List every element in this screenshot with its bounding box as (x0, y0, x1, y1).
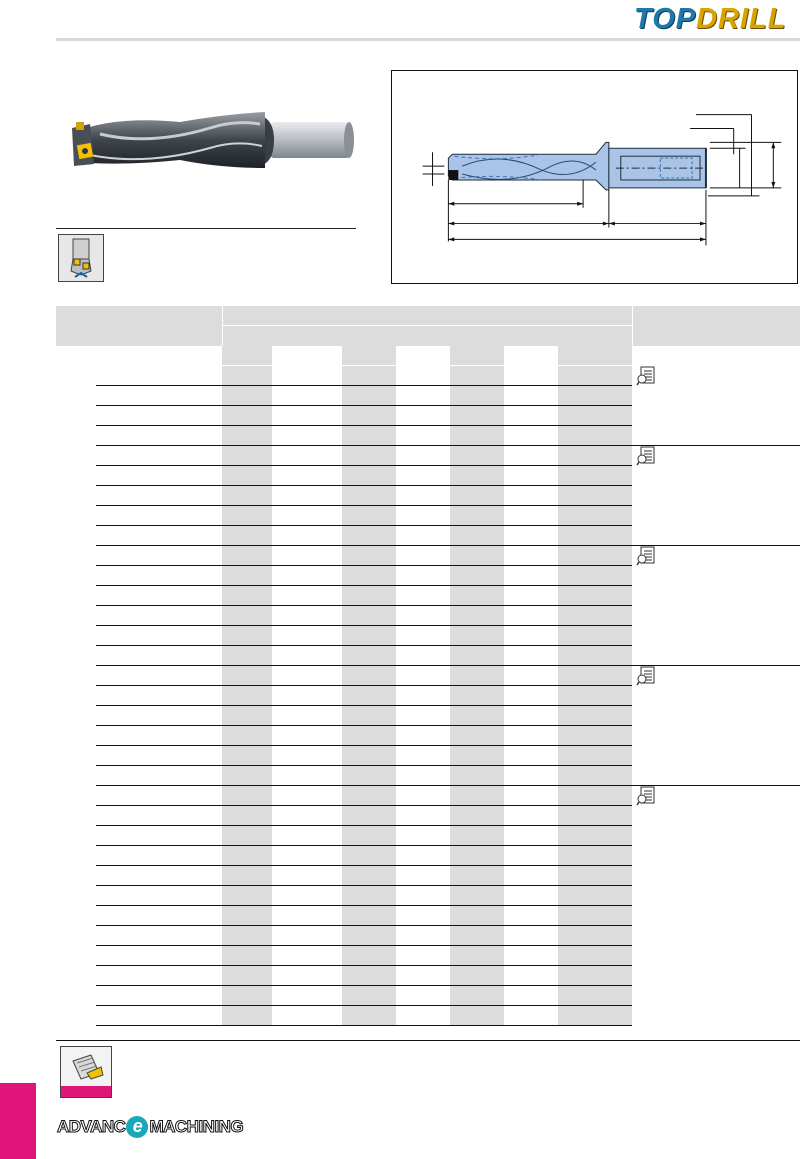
table-row (56, 606, 800, 626)
table-row (56, 426, 800, 446)
table-cell (222, 666, 272, 685)
table-cell (558, 426, 632, 445)
table-cell (222, 906, 272, 925)
table-cell (222, 426, 272, 445)
table-cell (558, 1006, 632, 1025)
table-cell (450, 646, 504, 665)
table-cell (342, 506, 396, 525)
table-row (56, 906, 800, 926)
technical-drawing (391, 70, 798, 284)
table-cell (222, 746, 272, 765)
table-cell (222, 566, 272, 585)
table-cell (558, 966, 632, 985)
table-cell (558, 946, 632, 965)
table-cell (450, 566, 504, 585)
table-cell (558, 466, 632, 485)
table-cell (342, 746, 396, 765)
table-cell (222, 686, 272, 705)
table-cell (558, 666, 632, 685)
table-cell (450, 926, 504, 945)
table-cell (222, 886, 272, 905)
table-cell (558, 446, 632, 465)
table-cell (342, 786, 396, 805)
table-cell (558, 786, 632, 805)
table-cell (222, 386, 272, 405)
table-row (56, 646, 800, 666)
table-row (56, 526, 800, 546)
product-table (56, 306, 800, 1026)
table-row (56, 806, 800, 826)
table-cell (222, 446, 272, 465)
table-cell (222, 406, 272, 425)
table-cell (558, 706, 632, 725)
table-row (56, 866, 800, 886)
table-cell (342, 1006, 396, 1025)
table-cell (450, 946, 504, 965)
table-cell (222, 866, 272, 885)
table-cell (342, 866, 396, 885)
table-cell (450, 846, 504, 865)
table-cell (222, 1006, 272, 1025)
table-cell (342, 906, 396, 925)
table-cell (450, 346, 504, 365)
table-cell (222, 506, 272, 525)
table-cell (342, 766, 396, 785)
table-cell (342, 886, 396, 905)
table-cell (222, 546, 272, 565)
table-cell (342, 826, 396, 845)
table-row (56, 486, 800, 506)
table-cell (450, 446, 504, 465)
table-row (56, 946, 800, 966)
catalog-note-icon (636, 666, 656, 686)
table-cell (558, 386, 632, 405)
drill-photo (60, 100, 360, 200)
table-header (56, 306, 800, 346)
table-cell (222, 606, 272, 625)
table-cell (558, 806, 632, 825)
table-cell (558, 626, 632, 645)
topdrill-logo (628, 2, 800, 38)
table-row (56, 566, 800, 586)
table-cell (222, 646, 272, 665)
table-cell (342, 646, 396, 665)
table-cell (450, 366, 504, 385)
table-cell (342, 566, 396, 585)
table-cell (558, 826, 632, 845)
table-row (56, 666, 800, 686)
table-cell (450, 986, 504, 1005)
table-row (56, 846, 800, 866)
table-row (56, 786, 800, 806)
table-row (56, 886, 800, 906)
table-cell (558, 546, 632, 565)
table-cell (558, 686, 632, 705)
table-cell (558, 866, 632, 885)
table-cell (450, 906, 504, 925)
table-cell (342, 426, 396, 445)
table-row (56, 706, 800, 726)
table-cell (450, 766, 504, 785)
table-cell (222, 726, 272, 745)
table-cell (342, 986, 396, 1005)
table-row (56, 626, 800, 646)
group-divider (632, 785, 800, 786)
table-cell (222, 926, 272, 945)
table-row (56, 386, 800, 406)
table-cell (558, 346, 632, 365)
catalog-note-icon (636, 446, 656, 466)
table-row (56, 986, 800, 1006)
table-cell (450, 666, 504, 685)
table-cell (558, 366, 632, 385)
table-cell (342, 706, 396, 725)
group-divider (632, 665, 800, 666)
table-cell (222, 526, 272, 545)
header-divider (56, 38, 800, 41)
table-cell (342, 546, 396, 565)
table-cell (450, 506, 504, 525)
table-cell (222, 626, 272, 645)
table-cell (558, 406, 632, 425)
table-cell (222, 946, 272, 965)
table-cell (450, 426, 504, 445)
table-cell (222, 466, 272, 485)
table-cell (450, 806, 504, 825)
table-cell (342, 626, 396, 645)
table-cell (450, 526, 504, 545)
table-cell (558, 846, 632, 865)
table-cell (342, 726, 396, 745)
table-row (56, 406, 800, 426)
table-row (56, 766, 800, 786)
table-cell (222, 586, 272, 605)
table-cell (450, 866, 504, 885)
table-cell (450, 886, 504, 905)
advance-machining-logo: ADVANC e MACHINING (57, 1116, 244, 1136)
table-row (56, 366, 800, 386)
group-divider (632, 445, 800, 446)
table-cell (450, 606, 504, 625)
table-cell (450, 726, 504, 745)
table-cell (342, 346, 396, 365)
table-row (56, 506, 800, 526)
table-cell (558, 926, 632, 945)
table-cell (222, 846, 272, 865)
table-cell (222, 346, 272, 365)
table-cell (450, 966, 504, 985)
table-cell (558, 486, 632, 505)
table-row (56, 346, 800, 366)
table-row (56, 466, 800, 486)
insert-view-icon (58, 234, 104, 282)
table-body (56, 346, 800, 1026)
table-cell (450, 746, 504, 765)
table-cell (450, 786, 504, 805)
table-row (56, 546, 800, 566)
section-tab (0, 1083, 36, 1159)
table-row (56, 686, 800, 706)
table-cell (450, 546, 504, 565)
table-cell (342, 666, 396, 685)
table-cell (450, 586, 504, 605)
table-cell (558, 726, 632, 745)
table-cell (450, 1006, 504, 1025)
table-cell (558, 586, 632, 605)
table-cell (222, 826, 272, 845)
table-cell (450, 466, 504, 485)
table-bottom-rule (56, 1040, 800, 1041)
table-cell (450, 686, 504, 705)
table-cell (342, 486, 396, 505)
table-cell (558, 526, 632, 545)
table-cell (558, 766, 632, 785)
book-icon (60, 1046, 112, 1098)
table-cell (558, 986, 632, 1005)
table-cell (342, 846, 396, 865)
table-cell (222, 786, 272, 805)
table-row (56, 446, 800, 466)
group-divider (632, 545, 800, 546)
table-cell (222, 486, 272, 505)
table-cell (558, 746, 632, 765)
table-cell (450, 826, 504, 845)
table-cell (342, 406, 396, 425)
table-row (56, 586, 800, 606)
table-cell (558, 606, 632, 625)
table-row (56, 966, 800, 986)
catalog-note-icon (636, 546, 656, 566)
table-cell (342, 386, 396, 405)
table-cell (342, 446, 396, 465)
table-cell (222, 986, 272, 1005)
table-cell (342, 526, 396, 545)
table-cell (342, 606, 396, 625)
table-cell (450, 626, 504, 645)
logo-text: TOPDRILL (634, 3, 787, 35)
table-cell (342, 946, 396, 965)
table-cell (222, 706, 272, 725)
table-cell (222, 366, 272, 385)
table-cell (558, 906, 632, 925)
table-cell (342, 366, 396, 385)
table-cell (450, 386, 504, 405)
table-cell (558, 506, 632, 525)
photo-divider (56, 228, 356, 229)
table-cell (342, 466, 396, 485)
table-cell (450, 406, 504, 425)
table-cell (222, 766, 272, 785)
table-row (56, 926, 800, 946)
table-row (56, 1006, 800, 1026)
table-cell (558, 646, 632, 665)
catalog-note-icon (636, 366, 656, 386)
table-cell (450, 706, 504, 725)
table-cell (342, 586, 396, 605)
catalog-note-icon (636, 786, 656, 806)
table-cell (222, 966, 272, 985)
table-row (56, 746, 800, 766)
table-cell (342, 926, 396, 945)
table-cell (222, 806, 272, 825)
table-cell (558, 566, 632, 585)
table-cell (558, 886, 632, 905)
table-cell (342, 966, 396, 985)
table-row (56, 826, 800, 846)
table-cell (342, 806, 396, 825)
table-cell (342, 686, 396, 705)
table-row (56, 726, 800, 746)
table-cell (450, 486, 504, 505)
